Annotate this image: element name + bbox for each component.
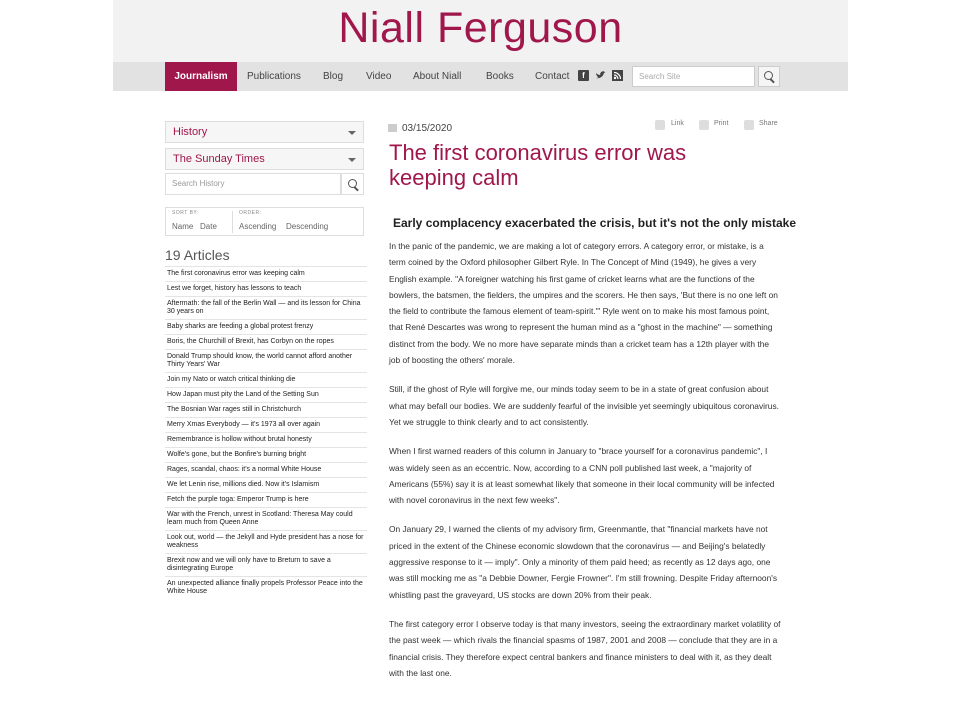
calendar-icon [388,124,397,132]
site-title[interactable]: Niall Ferguson [338,4,623,52]
publication-select[interactable] [165,148,364,170]
order-descending[interactable]: Descending [286,222,329,231]
history-search-input[interactable]: Search History [165,173,341,195]
site-search-button[interactable] [758,66,780,87]
category-select[interactable] [165,121,364,143]
article-list-item[interactable]: Aftermath: the fall of the Berlin Wall — and its lesson for China 30 years on [165,296,367,319]
sort-by-label: SORT BY: [172,210,199,216]
article-list-item[interactable]: Remembrance is hollow without brutal honesty [165,432,367,447]
article-paragraph: On January 29, I warned the clients of my advisory firm, Greenmantle, that "financial markets have not priced in the extent of the Chinese economic slowdown that the coronavirus — and Beijing's belatedly aggressive response to it — imply". Only a minority of them paid heed; as recently as 12 days ago, one was still mocking me as "a Debbie Downer, Fergie Frowner". I'm still frowning. Despite Friday afternoon's whistling past the graveyard, US stocks are down 20% from their peak. [389,524,778,600]
article-list-item[interactable]: We let Lenin rise, millions died. Now it's Islamism [165,477,367,492]
twitter-icon[interactable] [595,70,606,81]
article-list-item[interactable]: Join my Nato or watch critical thinking die [165,372,367,387]
article-list-item[interactable]: Donald Trump should know, the world cannot afford another Thirty Years' War [165,349,367,372]
sort-divider [232,211,233,233]
sort-name[interactable]: Name [172,222,194,231]
article-paragraph: The first category error I observe today is that many investors, seeing the extraordinary market volatility of the past week — which rivals the financial spasms of 1987, 2001 and 2008 — conclude that they are in a financial crisis. They therefore expect central bankers and finance ministers to deal with it, as they dealt with the last one. [389,618,781,678]
article-subhead: Early complacency exacerbated the crisis, but it's not the only mistake [393,216,797,230]
share-icon[interactable] [744,120,754,130]
article-list-item[interactable]: War with the French, unrest in Scotland: Theresa May could learn much from Queen Anne [165,507,367,530]
article-list-item[interactable]: An unexpected alliance finally propels Professor Peace into the White House [165,576,367,599]
article-list-item[interactable]: The Bosnian War rages still in Christchurch [165,402,367,417]
article-date: 03/15/2020 [402,123,453,134]
site-header [113,0,848,62]
site-search-input[interactable]: Search Site [632,66,755,87]
article-list-item[interactable]: Fetch the purple toga: Emperor Trump is here [165,492,367,507]
article-paragraph: Still, if the ghost of Ryle will forgive me, our minds today seem to be in a state of great confusion about what may befall our bodies. We are suddenly fearful of the invisible yet seemingly ubiquitous coronavirus. Yet we struggle to think clearly and to act consistently. [389,384,779,427]
history-search-button[interactable] [341,173,364,195]
print-button[interactable]: Print [714,120,729,127]
share-button[interactable]: Share [759,120,778,127]
facebook-icon[interactable]: f [578,70,589,81]
sort-date[interactable]: Date [200,222,217,231]
nav-journalism[interactable]: Journalism [165,62,237,91]
article-list-item[interactable]: Baby sharks are feeding a global protest frenzy [165,319,367,334]
nav-books[interactable]: Books [486,71,514,82]
main-nav [113,62,848,91]
order-label: ORDER: [239,210,262,216]
article-list-item[interactable]: Lest we forget, history has lessons to teach [165,281,367,296]
article-list-item[interactable]: How Japan must pity the Land of the Setting Sun [165,387,367,402]
order-ascending[interactable]: Ascending [239,222,277,231]
article-paragraph: In the panic of the pandemic, we are making a lot of category errors. A category error, or mistake, is a term coined by the Oxford philosopher Gilbert Ryle. In The Concept of Mind (1949), he gives a very English example. "A foreigner watching his first game of cricket learns what are the functions of the bowlers, the batsmen, the fielders, the umpires and the scorers. He then says, 'But there is no one left on the field to contribute the famous element of team-spirit.'" Ryle went on to make his most famous point, that René Descartes was wrong to represent the human mind as a "ghost in the machine" — something distinct from the body. We no more have separate minds than a cricket team has a 12th player with the job of boosting the others' morale. [389,241,778,366]
link-button[interactable]: Link [671,120,684,127]
print-icon[interactable] [699,120,709,130]
article-paragraph: When I first warned readers of this column in January to "brace yourself for a coronavirus pandemic", I was widely seen as an eccentric. Now, according to a CNN poll published last week, a "majority of Americans (55%) say it is at least somewhat likely that someone in their local community will be infected with novel coronavirus in the next few weeks". [389,446,775,506]
article-list-item[interactable]: Wolfe's gone, but the Bonfire's burning bright [165,447,367,462]
chevron-down-icon [348,158,356,162]
article-count: 19 Articles [165,247,230,263]
article-list-item[interactable]: Boris, the Churchill of Brexit, has Corbyn on the ropes [165,334,367,349]
article-list-item[interactable]: The first coronavirus error was keeping calm [165,266,367,281]
article-list-item[interactable]: Look out, world — the Jekyll and Hyde president has a nose for weakness [165,530,367,553]
rss-icon[interactable] [612,70,623,81]
nav-contact[interactable]: Contact [535,71,570,82]
article-list-item[interactable]: Rages, scandal, chaos: it's a normal White House [165,462,367,477]
nav-blog[interactable]: Blog [323,71,344,82]
article-list-item[interactable]: Merry Xmas Everybody — it's 1973 all over again [165,417,367,432]
publication-select-value: The Sunday Times [173,153,265,165]
nav-about[interactable]: About Niall [413,71,462,82]
sort-controls [165,207,364,236]
article-list [165,266,367,599]
chevron-down-icon [348,131,356,135]
article-list-item[interactable]: Brexit now and we will only have to Breturn to save a disintegrating Europe [165,553,367,576]
nav-publications[interactable]: Publications [247,71,301,82]
article-title: The first coronavirus error was keeping calm [389,140,687,190]
link-icon[interactable] [655,120,665,130]
category-select-value: History [173,126,208,138]
article-body [389,238,781,694]
nav-video[interactable]: Video [366,71,392,82]
